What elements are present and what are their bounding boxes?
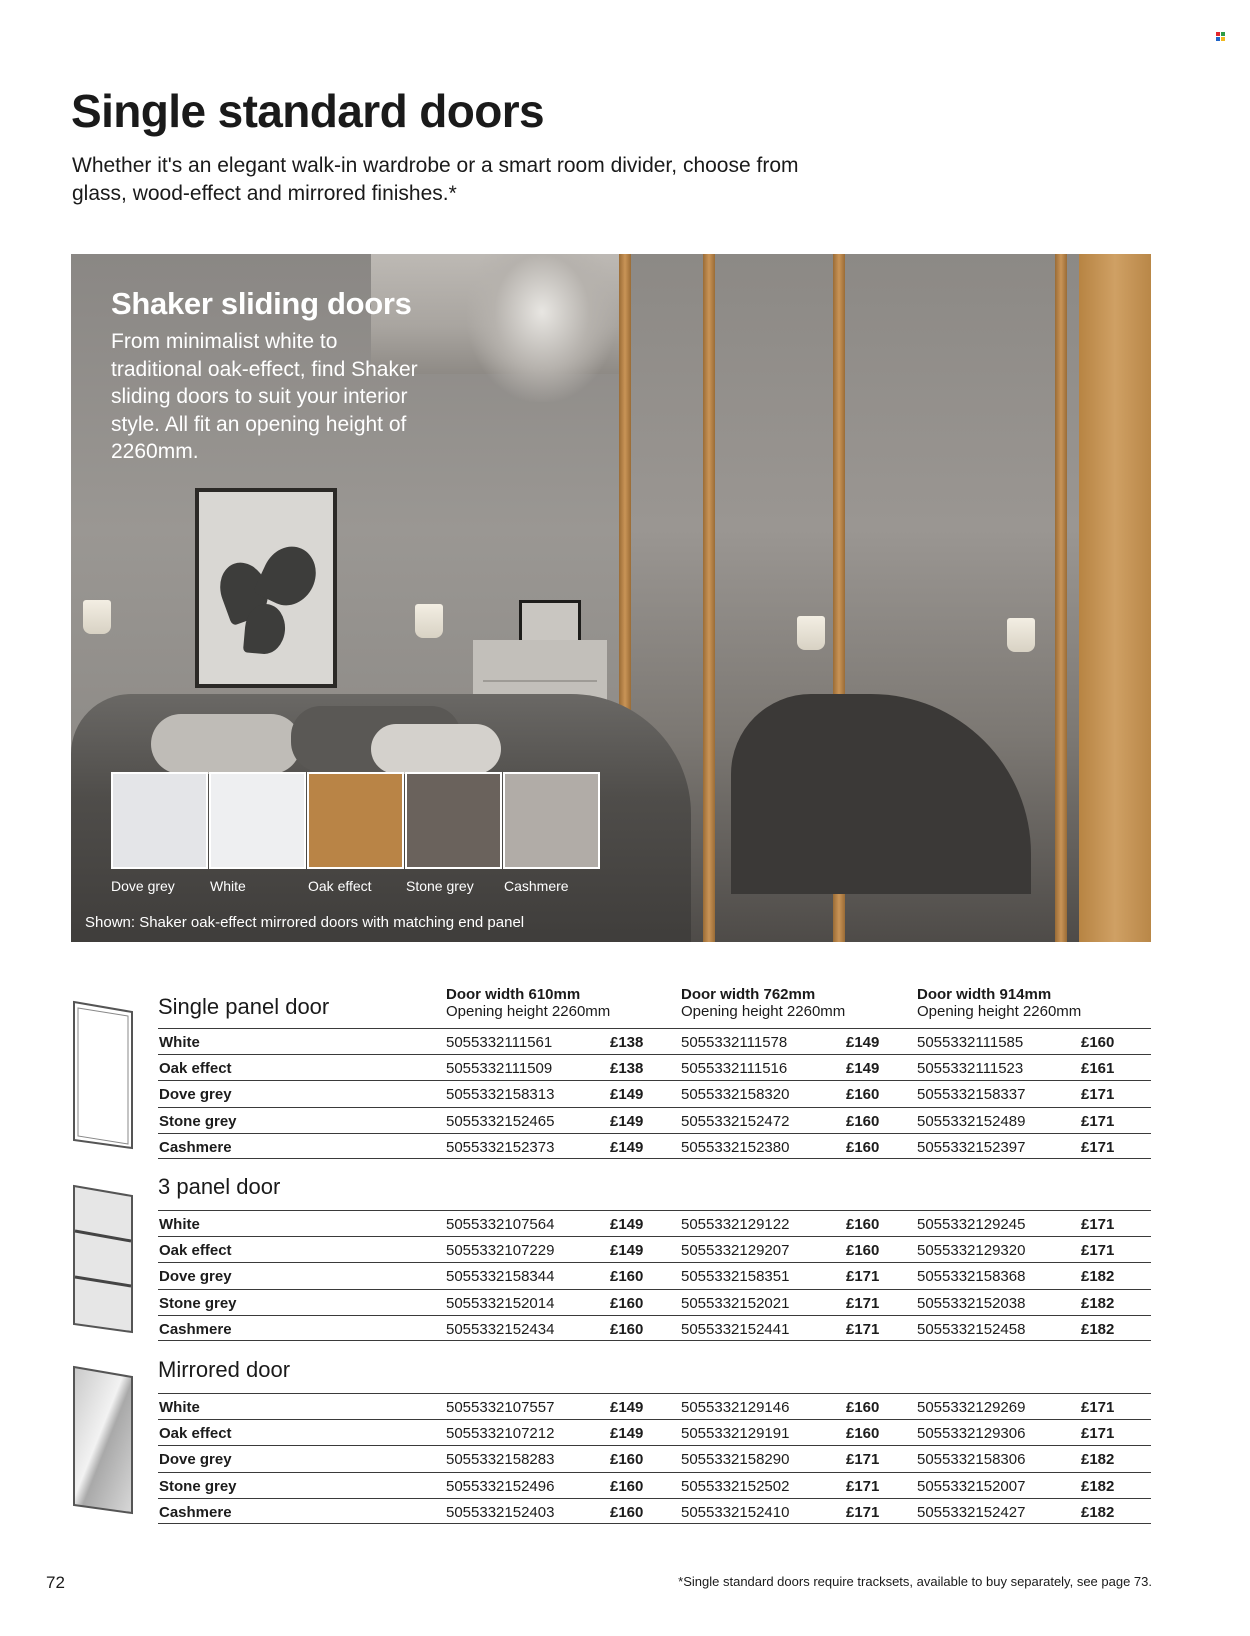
swatch-white — [209, 772, 306, 869]
price-table — [158, 1210, 1151, 1341]
framed-plant-print — [195, 488, 337, 688]
table-row: Dove grey 5055332158283 £160 5055332158290 £171 5055332158306 £182 — [158, 1445, 1151, 1471]
table-row: White 5055332111561 £138 5055332111578 £149 5055332111585 £160 — [158, 1028, 1151, 1054]
table-row: Stone grey 5055332152465 £149 5055332152472 £160 5055332152489 £171 — [158, 1107, 1151, 1133]
table-row: White 5055332107557 £149 5055332129146 £160 5055332129269 £171 — [158, 1393, 1151, 1419]
table-row: Oak effect 5055332107212 £149 5055332129191 £160 5055332129306 £171 — [158, 1419, 1151, 1445]
page-title: Single standard doors — [71, 85, 545, 137]
hero-heading: Shaker sliding doors — [111, 286, 412, 321]
table-row: Dove grey 5055332158344 £160 5055332158351 £171 5055332158368 £182 — [158, 1262, 1151, 1288]
brand-logo-icon — [1216, 32, 1225, 41]
table-row: Cashmere 5055332152403 £160 5055332152410 £171 5055332152427 £182 — [158, 1498, 1151, 1524]
table-row: Cashmere 5055332152434 £160 5055332152441 £171 5055332152458 £182 — [158, 1315, 1151, 1341]
mirrored-door-icon — [72, 1365, 134, 1515]
swatch-cashmere — [503, 772, 600, 869]
table-row: Oak effect 5055332107229 £149 5055332129207 £160 5055332129320 £171 — [158, 1236, 1151, 1262]
page-number: 72 — [46, 1573, 65, 1592]
swatch-label: Oak effect — [308, 878, 372, 894]
wall-lamp — [83, 600, 111, 634]
swatch-dove-grey — [111, 772, 208, 869]
price-table — [158, 1028, 1151, 1159]
single-panel-door-icon — [72, 1000, 134, 1150]
table-row: Stone grey 5055332152496 £160 5055332152502 £171 5055332152007 £182 — [158, 1472, 1151, 1498]
swatch-label: White — [210, 878, 246, 894]
table-row: White 5055332107564 £149 5055332129122 £160 5055332129245 £171 — [158, 1210, 1151, 1236]
column-header-762: Door width 762mm Opening height 2260mm — [681, 986, 846, 1020]
column-header-610: Door width 610mm Opening height 2260mm — [446, 986, 611, 1020]
page-intro: Whether it's an elegant walk-in wardrobe or a smart room divider, choose from glass, wood-effect and mirrored finishes.* — [72, 154, 799, 205]
swatch-label: Cashmere — [504, 878, 569, 894]
chandelier-illustration — [467, 254, 617, 402]
section-title: 3 panel door — [158, 1174, 281, 1199]
footnote: *Single standard doors require tracksets, available to buy separately, see page 73. — [678, 1574, 1152, 1589]
section-title: Mirrored door — [158, 1357, 291, 1382]
swatch-label: Dove grey — [111, 878, 175, 894]
table-row: Dove grey 5055332158313 £149 5055332158320 £160 5055332158337 £171 — [158, 1080, 1151, 1106]
small-photo-frame — [519, 600, 581, 644]
price-table — [158, 1393, 1151, 1524]
section-title: Single panel door — [158, 994, 330, 1019]
hero-body: From minimalist white to traditional oak-effect, find Shaker sliding doors to suit your interior style. All fit an opening height of 2260mm. — [111, 330, 418, 463]
three-panel-door-icon — [72, 1184, 134, 1334]
wall-lamp — [415, 604, 443, 638]
table-row: Stone grey 5055332152014 £160 5055332152021 £171 5055332152038 £182 — [158, 1289, 1151, 1315]
hero-caption: Shown: Shaker oak-effect mirrored doors with matching end panel — [85, 914, 525, 931]
table-row: Cashmere 5055332152373 £149 5055332152380 £160 5055332152397 £171 — [158, 1133, 1151, 1159]
swatch-label: Stone grey — [406, 878, 474, 894]
table-row: Oak effect 5055332111509 £138 5055332111516 £149 5055332111523 £161 — [158, 1054, 1151, 1080]
swatch-oak-effect — [307, 772, 404, 869]
hero-photo — [71, 254, 1151, 942]
column-header-914: Door width 914mm Opening height 2260mm — [917, 986, 1082, 1020]
swatch-stone-grey — [405, 772, 502, 869]
